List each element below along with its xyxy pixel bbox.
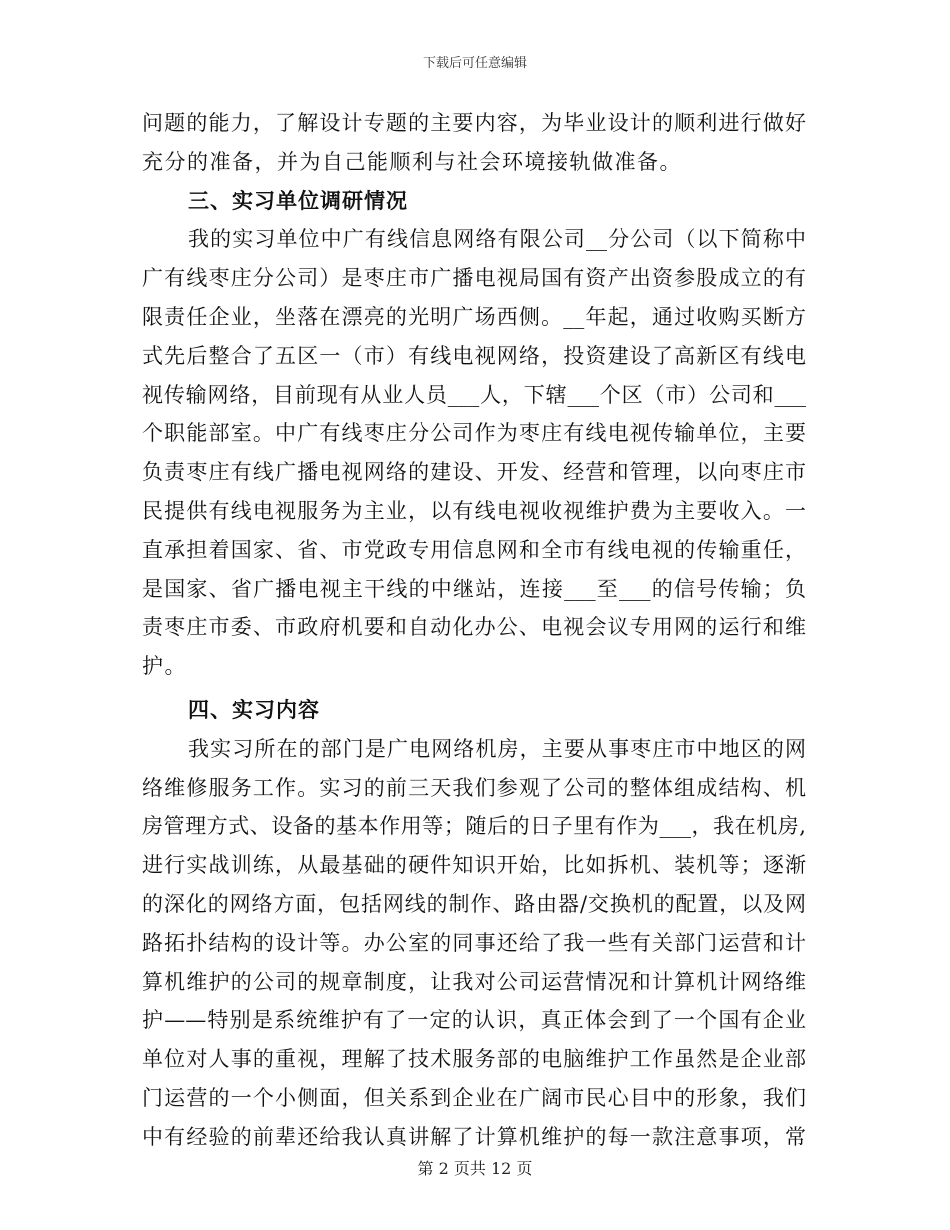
section-heading: 四、实习内容	[188, 696, 320, 722]
paragraph-line: 广有线枣庄分公司）是枣庄市广播电视局国有资产出资参股成立的有	[142, 266, 806, 291]
paragraph-line: 我实习所在的部门是广电网络机房，主要从事枣庄市中地区的网	[188, 736, 806, 761]
paragraph-line: 责枣庄市委、市政府机要和自动化办公、电视会议专用网的运行和维	[142, 615, 806, 640]
paragraph-line: 式先后整合了五区一（市）有线电视网络，投资建设了高新区有线电	[142, 343, 806, 368]
paragraph-line: 进行实战训练，从最基础的硬件知识开始，比如拆机、装机等；逐渐	[142, 853, 806, 878]
paragraph-line: 民提供有线电视服务为主业，以有线电视收视维护费为主要收入。一	[142, 498, 806, 523]
paragraph-line: 的深化的网络方面，包括网线的制作、路由器/交换机的配置，以及网	[142, 891, 806, 916]
paragraph-line: 算机维护的公司的规章制度，让我对公司运营情况和计算机计网络维	[142, 969, 806, 994]
section-heading: 三、实习单位调研情况	[188, 187, 408, 213]
paragraph-line: 问题的能力，了解设计专题的主要内容，为毕业设计的顺利进行做好	[142, 111, 806, 135]
paragraph-line: 护——特别是系统维护有了一定的认识，真正体会到了一个国有企业	[142, 1008, 806, 1033]
paragraph-line: 我的实习单位中广有线信息网络有限公司__分公司（以下简称中	[188, 227, 806, 252]
paragraph-line: 房管理方式、设备的基本作用等；随后的日子里有作为___，我在机房,	[142, 814, 806, 839]
document-body	[142, 104, 806, 1157]
paragraph-line: 护。	[142, 654, 187, 679]
paragraph-line: 单位对人事的重视，理解了技术服务部的电脑维护工作虽然是企业部	[142, 1047, 806, 1072]
paragraph-line: 直承担着国家、省、市党政专用信息网和全市有线电视的传输重任，	[142, 537, 806, 562]
paragraph-line: 视传输网络，目前现有从业人员___人，下辖___个区（市）公司和___	[142, 382, 806, 407]
paragraph-line: 中有经验的前辈还给我认真讲解了计算机维护的每一款注意事项，常	[142, 1124, 806, 1149]
paragraph-line: 是国家、省广播电视主干线的中继站，连接___至___的信号传输；负	[142, 576, 806, 601]
paragraph-line: 限责任企业，坐落在漂亮的光明广场西侧。__年起，通过收购买断方	[142, 304, 806, 329]
paragraph-line: 门运营的一个小侧面，但关系到企业在广阔市民心目中的形象，我们	[142, 1085, 806, 1110]
paragraph-line: 负责枣庄有线广播电视网络的建设、开发、经营和管理，以向枣庄市	[142, 460, 806, 485]
paragraph-line: 个职能部室。中广有线枣庄分公司作为枣庄有线电视传输单位，主要	[142, 421, 806, 446]
page-footer: 第 2 页共 12 页	[417, 1159, 533, 1178]
paragraph-line: 路拓扑结构的设计等。办公室的同事还给了我一些有关部门运营和计	[142, 930, 806, 955]
paragraph-line: 充分的准备，并为自己能顺利与社会环境接轨做准备。	[142, 149, 682, 174]
paragraph-line: 络维修服务工作。实习的前三天我们参观了公司的整体组成结构、机	[142, 775, 806, 800]
page-header: 下载后可任意编辑	[422, 56, 527, 71]
